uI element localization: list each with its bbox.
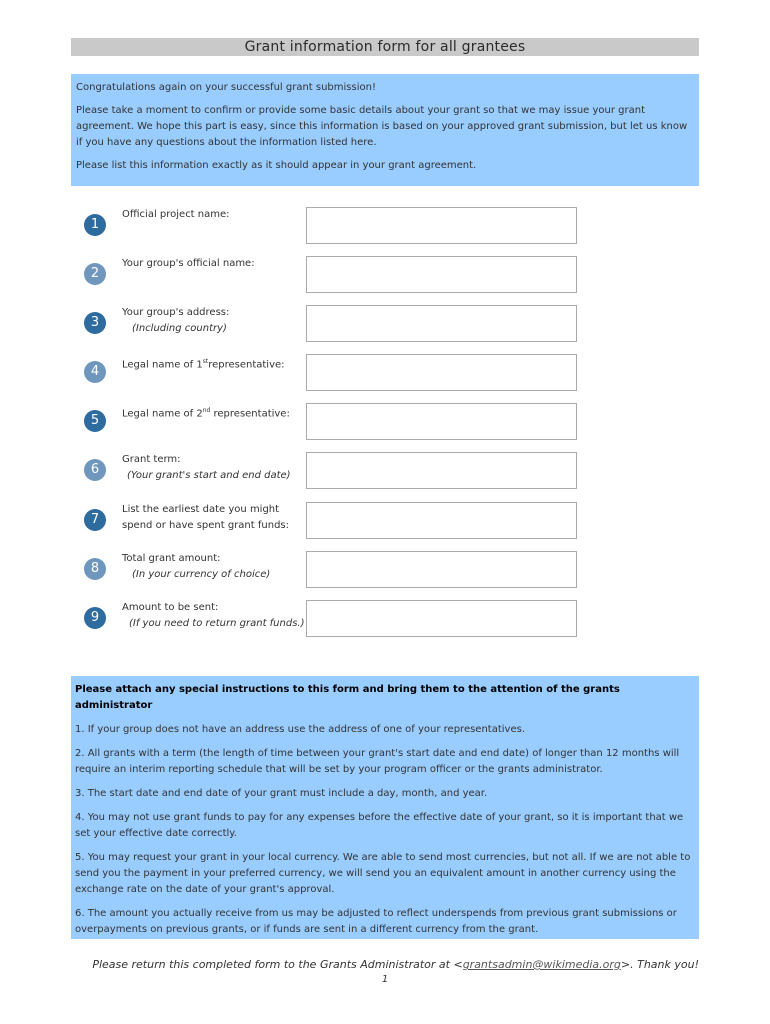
project-name-input[interactable]: [306, 207, 577, 244]
intro-congratulations: Congratulations again on your successful grant submission!: [76, 82, 376, 93]
footer-note: Please return this completed form to the Grants Administrator at <grantsadmin@wikimedia.org>. Thank you!: [92, 958, 699, 971]
total-amount-hint: (In your currency of choice): [132, 569, 271, 580]
form-row-group-address: [0, 305, 770, 345]
representative-1-input[interactable]: [306, 354, 577, 391]
instruction-item: 5. You may request your grant in your local currency. We are able to send most currencies, but not all. If we are not able to send you the payment in your preferred currency, we will send you an equivalent amount in another currency using the exchange rate on the date of your grant's approval.: [75, 852, 691, 895]
form-row-project-name: [0, 207, 770, 247]
project-name-label: Official project name:: [122, 209, 230, 220]
page-title: Grant information form for all grantees: [71, 38, 699, 56]
representative-1-label: Legal name of 1strepresentative:: [122, 358, 285, 371]
intro-instructions: Please take a moment to confirm or provide some basic details about your grant so that we may issue your grant agreement. We hope this part is easy, since this information is based on your approved grant submission, but let us know if you have any questions about the information listed here.: [76, 105, 688, 148]
amount-sent-label: Amount to be sent: (If you need to return grant funds.): [122, 600, 308, 632]
amount-sent-input[interactable]: [306, 600, 577, 637]
form-row-total-amount: [0, 551, 770, 591]
group-address-hint: (Including country): [132, 323, 227, 334]
grant-term-input[interactable]: [306, 452, 577, 489]
step-2-badge: 2: [84, 263, 106, 285]
grant-term-label: Grant term: (Your grant's start and end date): [122, 452, 302, 484]
step-3-badge: 3: [84, 312, 106, 334]
step-7-badge: 7: [84, 509, 106, 531]
form-row-amount-sent: [0, 600, 770, 640]
form-row-grant-term: [0, 452, 770, 492]
step-1-badge: 1: [84, 214, 106, 236]
page-number: 1: [381, 974, 389, 985]
group-address-input[interactable]: [306, 305, 577, 342]
form-row-representative-2: [0, 403, 770, 443]
instruction-item: 2. All grants with a term (the length of time between your grant's start date and end date) of longer than 12 months will require an interim reporting schedule that will be set by your program officer or the grants administrator.: [75, 748, 680, 775]
group-name-label: Your group's official name:: [122, 258, 255, 269]
grant-term-hint: (Your grant's start and end date): [127, 470, 291, 481]
instruction-item: 1. If your group does not have an address use the address of one of your representatives.: [75, 724, 526, 735]
instruction-item: 6. The amount you actually receive from us may be adjusted to reflect underspends from previous grant submissions or overpayments on previous grants, or if funds are sent in a different currency from the grant.: [75, 908, 677, 935]
total-amount-label: Total grant amount: (In your currency of choice): [122, 551, 302, 583]
instructions-heading: Please attach any special instructions to this form and bring them to the attention of the grants administrator: [75, 684, 620, 711]
intro-box: [71, 74, 699, 186]
amount-sent-hint: (If you need to return grant funds.): [129, 618, 305, 629]
representative-2-label: Legal name of 2nd representative:: [122, 407, 290, 420]
total-amount-input[interactable]: [306, 551, 577, 588]
instruction-item: 3. The start date and end date of your grant must include a day, month, and year.: [75, 788, 488, 799]
representative-2-input[interactable]: [306, 403, 577, 440]
intro-exact-note: Please list this information exactly as it should appear in your grant agreement.: [76, 160, 477, 171]
admin-email-link[interactable]: grantsadmin@wikimedia.org: [462, 958, 621, 971]
form-row-group-name: [0, 256, 770, 296]
form-row-representative-1: [0, 354, 770, 394]
earliest-date-input[interactable]: [306, 502, 577, 539]
step-8-badge: 8: [84, 558, 106, 580]
group-name-input[interactable]: [306, 256, 577, 293]
instruction-item: 4. You may not use grant funds to pay for any expenses before the effective date of your grant, so it is important that we set your effective date correctly.: [75, 812, 684, 839]
group-address-label: Your group's address: (Including country): [122, 305, 302, 337]
earliest-date-label: List the earliest date you might spend or have spent grant funds:: [122, 504, 289, 531]
step-5-badge: 5: [84, 410, 106, 432]
step-4-badge: 4: [84, 361, 106, 383]
step-6-badge: 6: [84, 459, 106, 481]
form-row-earliest-date: [0, 502, 770, 542]
instructions-box: [71, 676, 699, 939]
step-9-badge: 9: [84, 607, 106, 629]
